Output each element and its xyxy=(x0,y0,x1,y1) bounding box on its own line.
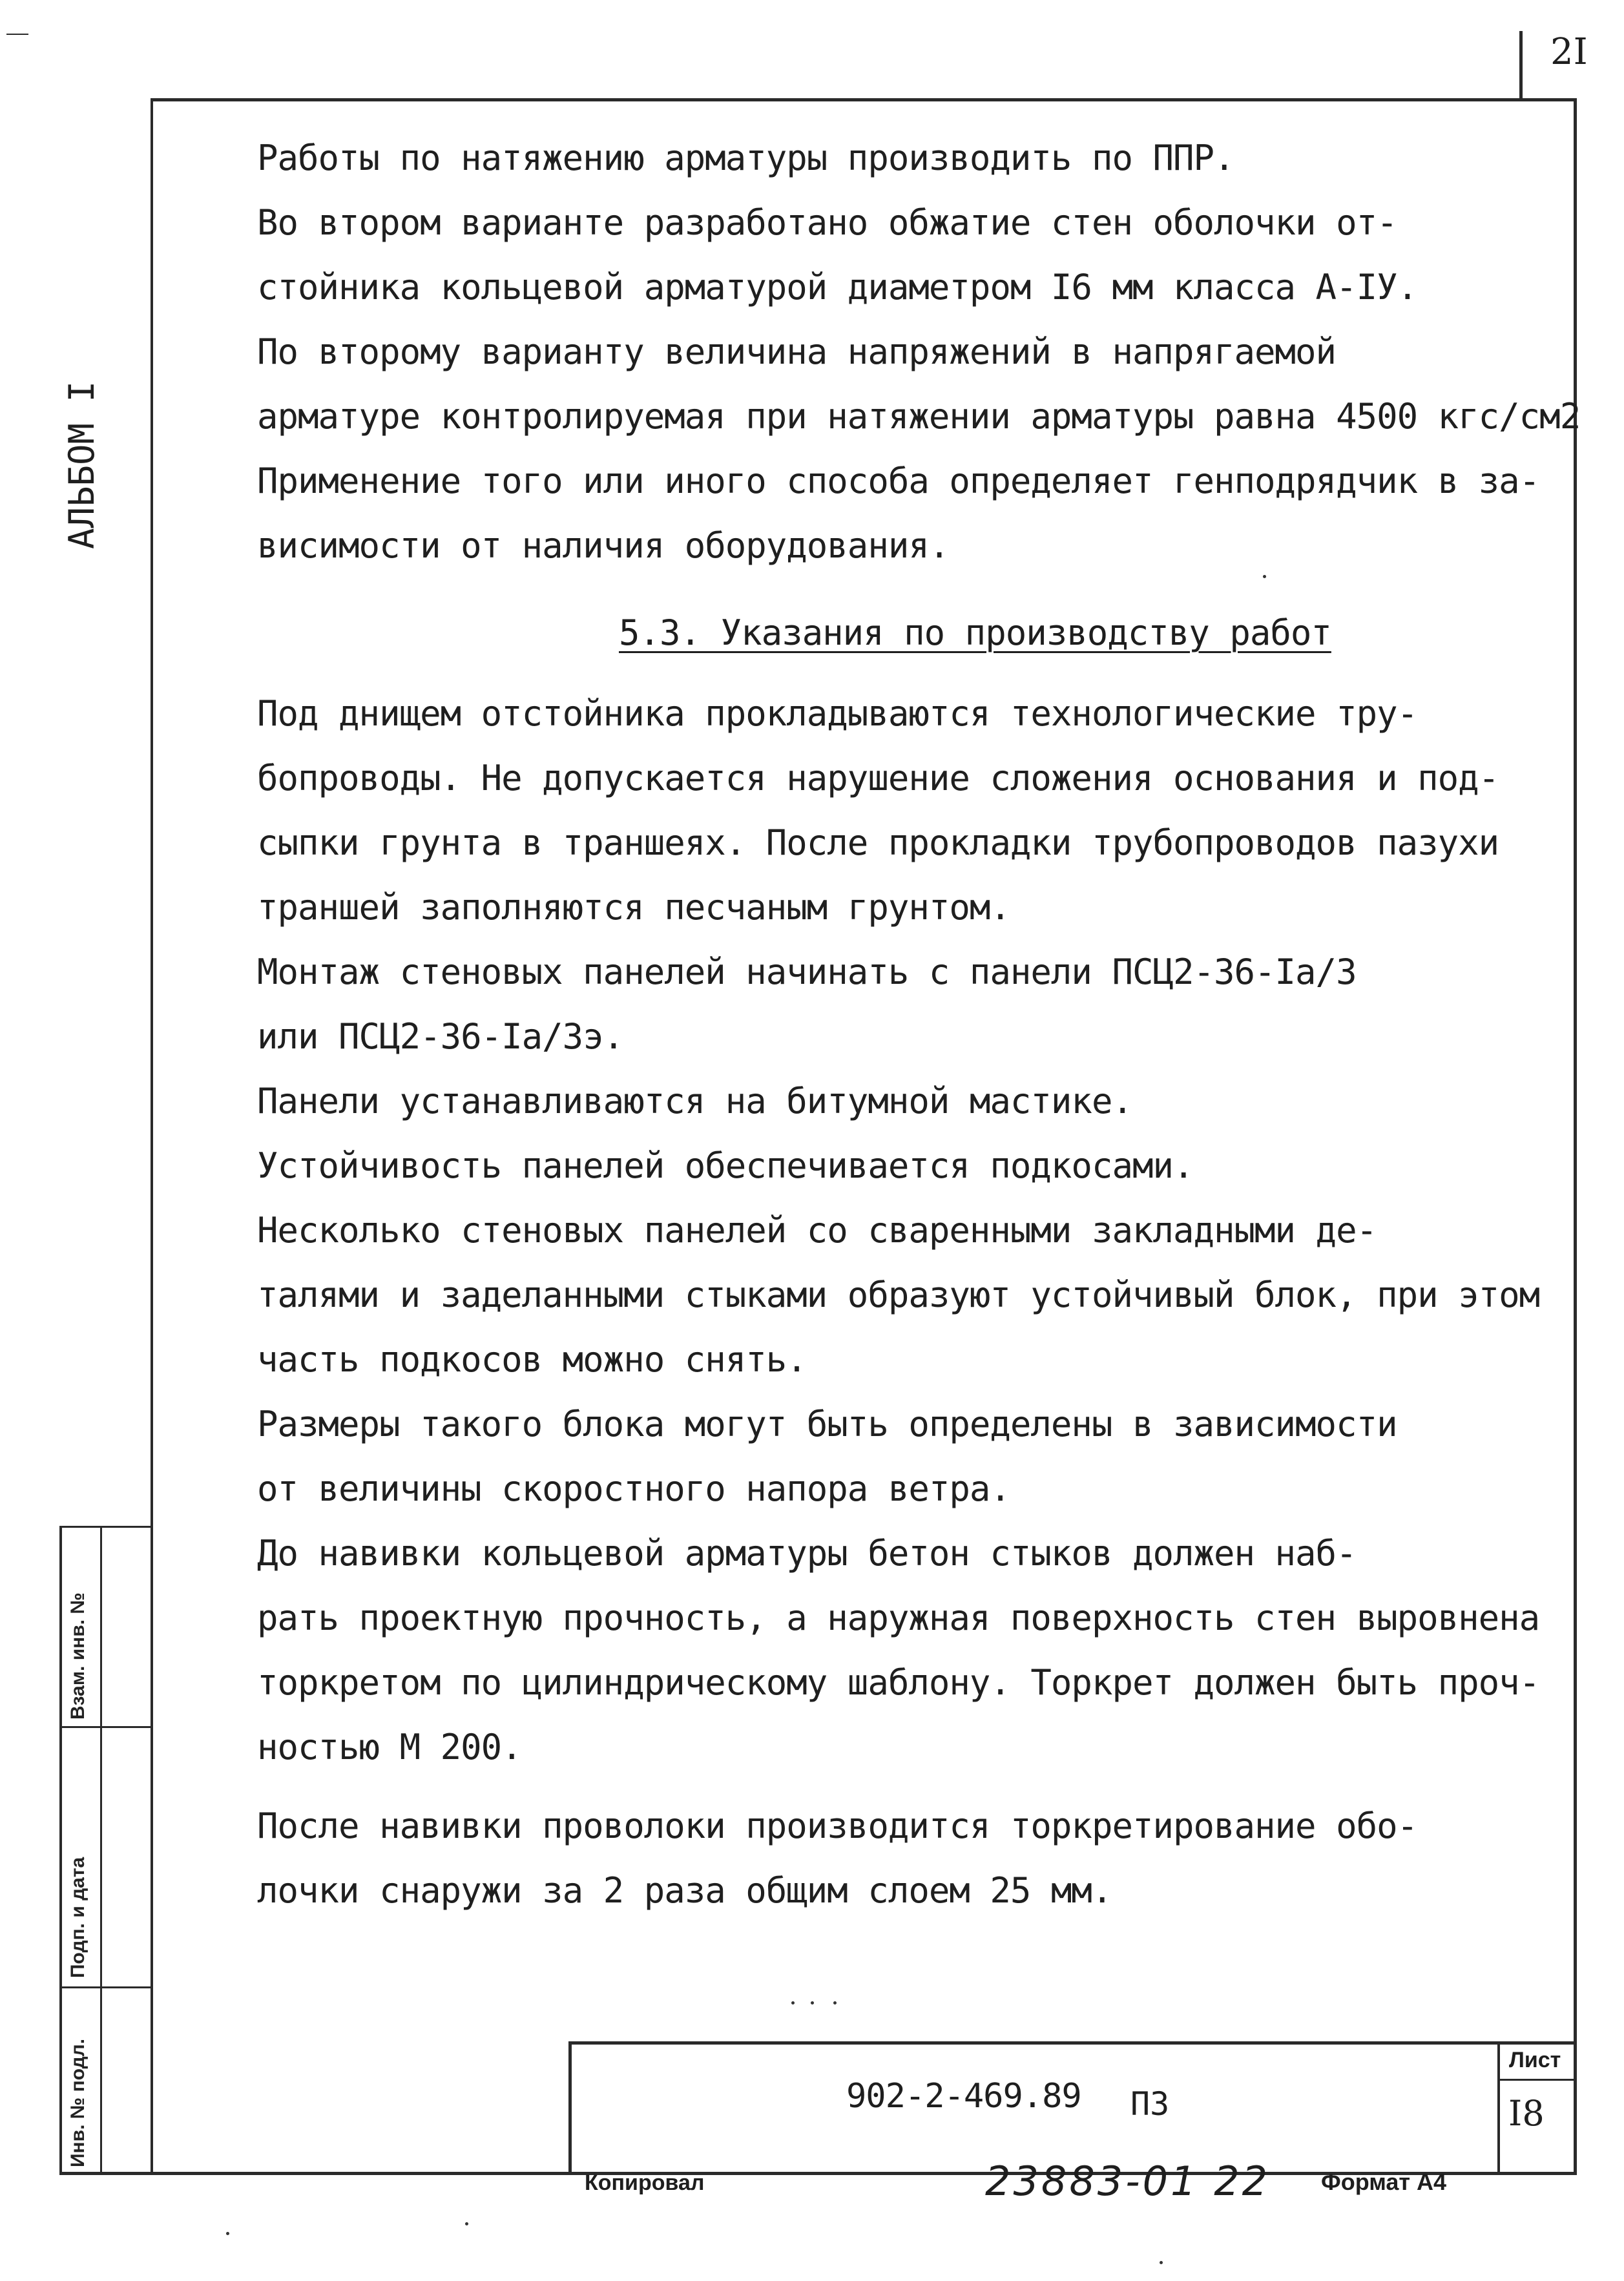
text-line: часть подкосов можно снять. xyxy=(257,1339,807,1380)
text-line: Применение того или иного способа определяет генподрядчик в за- xyxy=(257,461,1540,501)
scan-speck xyxy=(1263,575,1266,578)
text-line: Размеры такого блока могут быть определены в зависимости xyxy=(257,1404,1397,1444)
text-line: или ПСЦ2-36-Iа/3э. xyxy=(257,1016,624,1057)
text-line: арматуре контролируемая при натяжении арматуры равна 4500 кгс/см2 xyxy=(257,396,1581,437)
scan-speck xyxy=(833,2001,837,2005)
signature-date-label: Подп. и дата xyxy=(67,1857,88,1978)
text-line: траншей заполняются песчаным грунтом. xyxy=(257,887,1010,928)
scan-speck xyxy=(226,2232,229,2235)
page-number: 2I xyxy=(1550,31,1588,73)
document-type: ПЗ xyxy=(1130,2085,1170,2123)
text-line: ностью М 200. xyxy=(257,1727,522,1767)
text-line: талями и заделанными стыками образуют устойчивый блок, при этом xyxy=(257,1275,1540,1315)
text-line: До навивки кольцевой арматуры бетон стыков должен наб- xyxy=(257,1533,1357,1574)
text-line: Монтаж стеновых панелей начинать с панели ПСЦ2-36-Iа/3 xyxy=(257,952,1357,992)
album-label: АЛЬБОМ I xyxy=(61,380,102,549)
text-line: торкретом по цилиндрическому шаблону. Торкрет должен быть проч- xyxy=(257,1662,1540,1703)
text-line: Панели устанавливаются на битумной мастике. xyxy=(257,1081,1132,1121)
document-code: 902-2-469.89 xyxy=(846,2077,1081,2116)
original-inv-label: Инв. № подл. xyxy=(67,2038,88,2167)
sheet-label: Лист xyxy=(1509,2048,1561,2072)
scan-speck xyxy=(791,2001,795,2005)
sheet-number: I8 xyxy=(1508,2093,1545,2134)
text-line: Под днищем отстойника прокладываются технологические тру- xyxy=(257,693,1418,734)
format-label: Формат А4 xyxy=(1321,2169,1447,2195)
frame-left-border xyxy=(151,98,153,2175)
text-line: Несколько стеновых панелей со сваренными закладными де- xyxy=(257,1210,1377,1251)
text-line: После навивки проволоки производится торкретирование обо- xyxy=(257,1806,1418,1846)
section-heading: 5.3. Указания по производству работ xyxy=(619,612,1331,653)
scan-speck xyxy=(811,2001,814,2005)
text-line: лочки снаружи за 2 раза общим слоем 25 мм. xyxy=(257,1870,1112,1911)
text-line: бопроводы. Не допускается нарушение сложения основания и под- xyxy=(257,758,1499,798)
order-number: 23883-01 22 xyxy=(985,2158,1271,2205)
text-line: висимости от наличия оборудования. xyxy=(257,525,950,566)
text-line: Устойчивость панелей обеспечивается подкосами. xyxy=(257,1145,1194,1186)
text-line: рать проектную прочность, а наружная поверхность стен выровнена xyxy=(257,1598,1540,1638)
text-line: сыпки грунта в траншеях. После прокладки трубопроводов пазухи xyxy=(257,822,1499,863)
text-line: По второму варианту величина напряжений в напрягаемой xyxy=(257,331,1337,372)
text-line: Во втором варианте разработано обжатие стен оболочки от- xyxy=(257,202,1397,243)
scan-speck xyxy=(465,2222,468,2225)
copied-by-label: Копировал xyxy=(585,2171,705,2195)
scan-speck xyxy=(1160,2261,1163,2264)
replacement-inv-label: Взам. инв. № xyxy=(67,1592,88,1720)
text-line: Работы по натяжению арматуры производить по ППР. xyxy=(257,138,1234,178)
text-line: от величины скоростного напора ветра. xyxy=(257,1468,1010,1509)
frame-top-border xyxy=(151,98,1577,101)
text-line: стойника кольцевой арматурой диаметром I6 мм класса А-IУ. xyxy=(257,267,1418,307)
